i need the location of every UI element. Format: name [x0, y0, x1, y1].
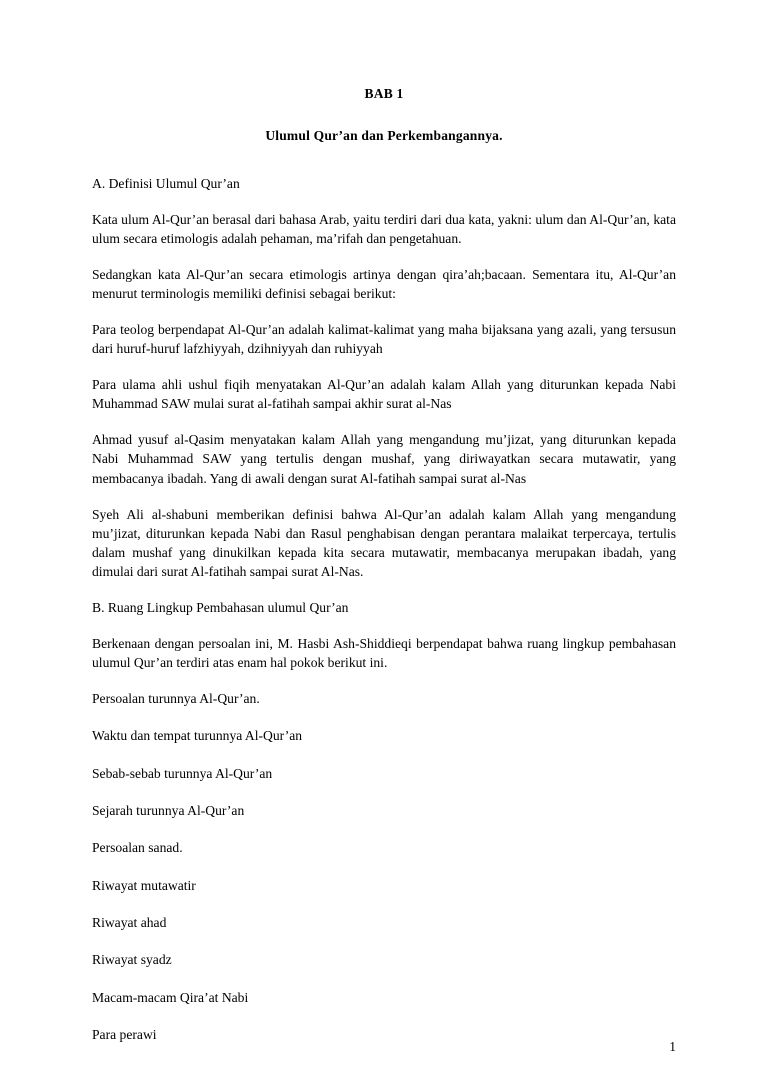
section-a-paragraph-4: Para ulama ahli ushul fiqih menyatakan Al-Qur’an adalah kalam Allah yang diturunkan kepada Nabi Muhammad SAW mulai surat al-fatihah sampai akhir surat al-Nas: [92, 377, 676, 412]
list-item: Sejarah turunnya Al-Qur’an: [92, 803, 245, 819]
list-item: Persoalan sanad.: [92, 840, 183, 856]
list-item: Macam-macam Qira’at Nabi: [92, 989, 249, 1005]
page-subtitle: Ulumul Qur’an dan Perkembangannya.: [265, 128, 503, 143]
page-number: 1: [669, 1039, 676, 1054]
list-item: Waktu dan tempat turunnya Al-Qur’an: [92, 728, 303, 744]
section-a-paragraph-3: Para teolog berpendapat Al-Qur’an adalah kalimat-kalimat yang maha bijaksana yang azali, yang tersusun dari huruf-huruf lafzhiyyah, dzihniyyah dan ruhiyyah: [92, 321, 676, 357]
section-a-paragraph-6: Syeh Ali al-shabuni memberikan definisi bahwa Al-Qur’an adalah kalam Allah yang mengandung mu’jizat, diturunkan kepada Nabi dan Rasul penghabisan dengan perantara malaikat terpercaya, tertulis dalam mushaf yang dinukilkan kepada kita secara mutawatir, membacanya merupakan ibadah, yang dimulai dari surat Al-fatihah sampai surat Al-Nas.: [92, 506, 676, 580]
list-item: Riwayat ahad: [92, 914, 167, 930]
list-item: Persoalan turunnya Al-Qur’an.: [92, 691, 260, 707]
page-title: BAB 1: [364, 86, 404, 101]
section-a-paragraph-1: Kata ulum Al-Qur’an berasal dari bahasa Arab, yaitu terdiri dari dua kata, yakni: ulum dan Al-Qur’an, kata ulum secara etimologis adalah pehaman, ma’rifah dan pengetahuan.: [92, 211, 676, 247]
list-item: Riwayat mutawatir: [92, 877, 196, 893]
section-b-heading: B. Ruang Lingkup Pembahasan ulumul Qur’an: [92, 600, 349, 616]
list-item: Sebab-sebab turunnya Al-Qur’an: [92, 765, 273, 781]
section-a-heading: A. Definisi Ulumul Qur’an: [92, 176, 240, 191]
list-item: Riwayat syadz: [92, 952, 172, 968]
list-item: Para perawi: [92, 1026, 157, 1042]
section-a-paragraph-5: Ahmad yusuf al-Qasim menyatakan kalam Allah yang mengandung mu’jizat, yang diturunkan kepada Nabi Muhammad SAW yang tertulis dengan mushaf, yang diriwayatkan secara mutawatir, yang membacanya ibadah. Yang di awali dengan surat Al-fatihah sampai surat al-Nas: [92, 432, 676, 486]
section-b-intro: Berkenaan dengan persoalan ini, M. Hasbi Ash-Shiddieqi berpendapat bahwa ruang lingkup pembahasan ulumul Qur’an terdiri atas enam hal pokok berikut ini.: [92, 636, 676, 671]
section-a-paragraph-2: Sedangkan kata Al-Qur’an secara etimologis artinya dengan qira’ah;bacaan. Sementara itu, Al-Qur’an menurut terminologis memiliki definisi sebagai berikut:: [92, 266, 676, 302]
